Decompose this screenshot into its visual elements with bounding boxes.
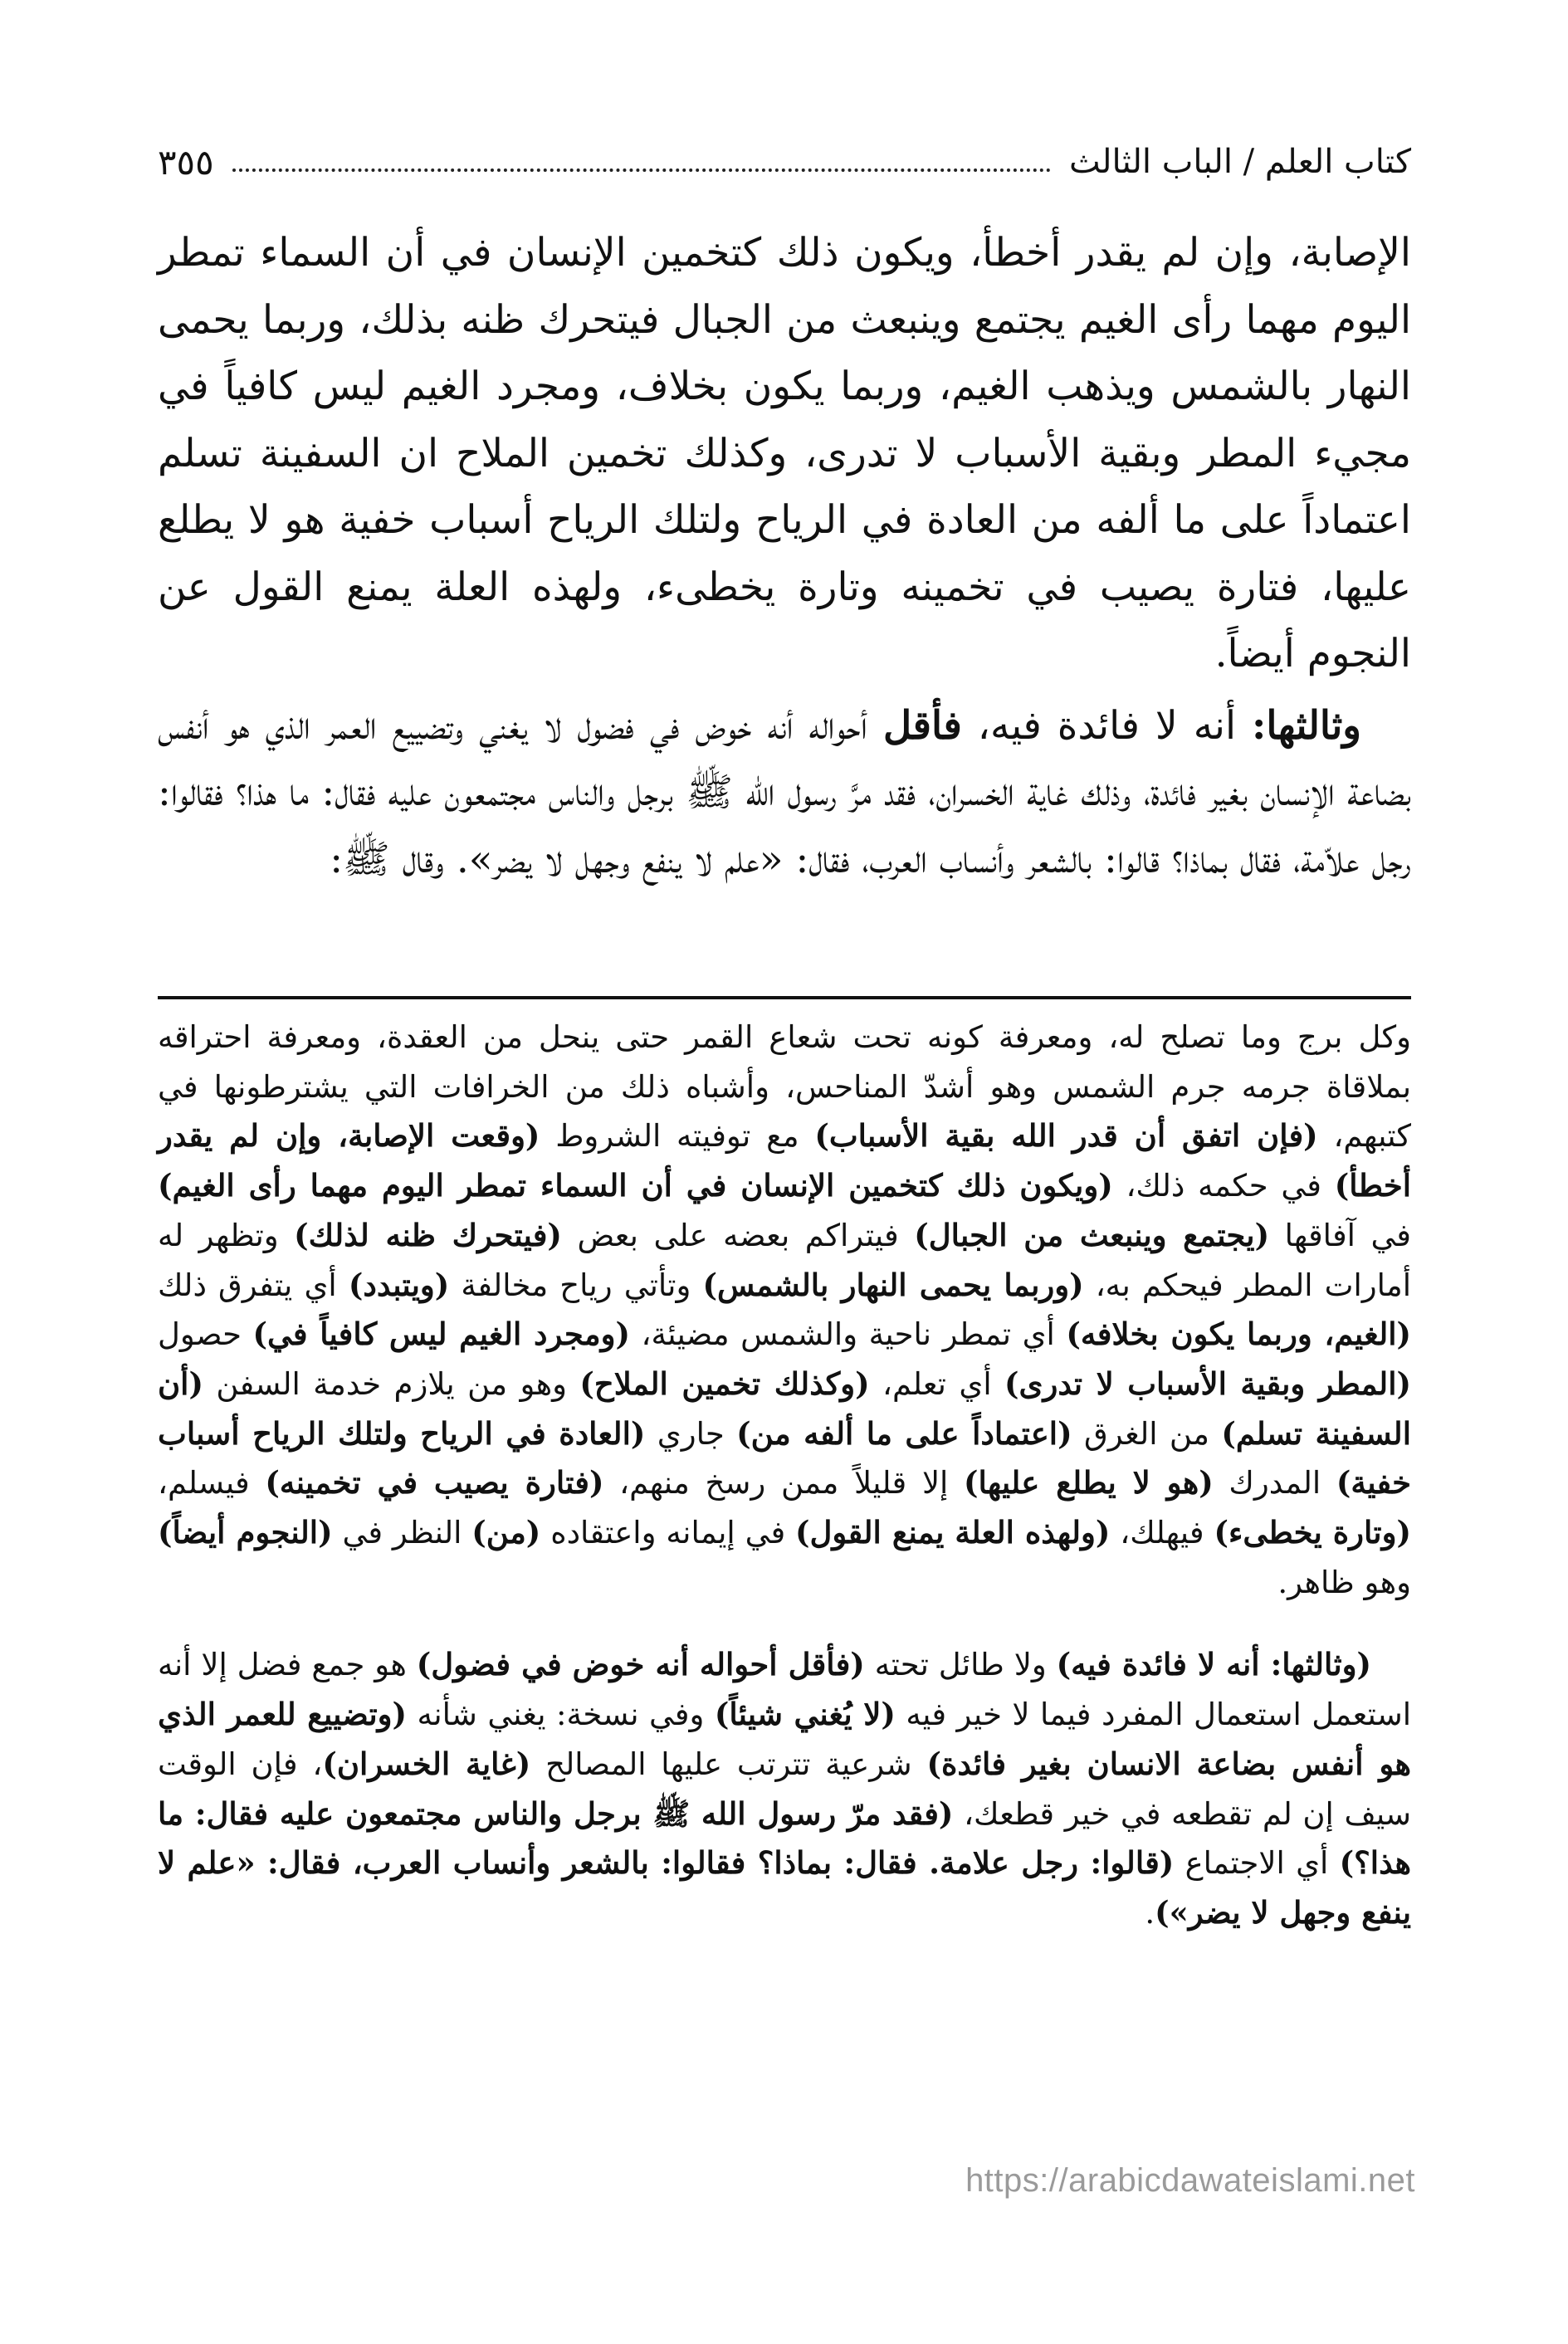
footnote-divider	[158, 996, 1411, 999]
commentary-paragraph-1	[158, 1013, 1411, 1607]
commentary-quote-segment: (فأقل أحواله أنه خوض في فضول)	[416, 1646, 865, 1683]
commentary-quote-segment: (فتارة يصيب في تخمينه)	[265, 1464, 604, 1502]
commentary-quote-segment: (المطر وبقية الأسباب لا تدرى)	[1004, 1365, 1411, 1402]
commentary-quote-segment: (ومجرد الغيم ليس كافياً في)	[252, 1316, 630, 1353]
commentary-text-segment: وتظهر له أمارات المطر فيحكم به،	[158, 1217, 1412, 1303]
commentary-text-segment: وهو من يلازم خدمة السفن	[203, 1365, 580, 1402]
commentary-quote-segment: (غاية الخسران)	[322, 1745, 531, 1782]
main-paragraph-1: الإصابة، وإن لم يقدر أخطأ، ويكون ذلك كتخمين الإنسان في أن السماء تمطر اليوم مهما رأى الغيم يجتمع وينبعث من الجبال فيتحرك ظنه بذلك، وربما يحمى النهار بالشمس ويذهب الغيم، وربما يكون بخلاف، ومجرد الغيم ليس كافياً في مجيء المطر وبقية الأسباب لا تدرى، وكذلك تخمين الملاح ان السفينة تسلم اعتماداً على ما ألفه من العادة في الرياح ولتلك الرياح أسباب خفية هو لا يطلع عليها، فتارة يصيب في تخمينه وتارة يخطىء، ولهذه العلة يمنع القول عن النجوم أيضاً.	[158, 230, 1411, 676]
commentary-text-segment: المدرك	[1213, 1465, 1336, 1502]
commentary-text-segment: إلا قليلاً ممن رسخ منهم،	[603, 1465, 965, 1502]
commentary-quote-segment: (من)	[471, 1514, 541, 1551]
commentary-quote-segment: (ويتبدد)	[348, 1266, 450, 1303]
commentary-text-segment: ، فإن الوقت سيف إن لم تقطعه في خير قطعك،	[158, 1746, 1411, 1832]
commentary-text-segment: وفي نسخة: يغني شأنه	[407, 1697, 715, 1733]
commentary-quote-segment: (ولهذه العلة يمنع القول)	[795, 1514, 1111, 1551]
commentary-text-segment: النظر في	[332, 1515, 472, 1551]
commentary-quote-segment: (فإن اتفق أن قدر الله بقية الأسباب)	[814, 1117, 1318, 1155]
commentary-quote-segment: (قالوا: رجل علامة. فقال: بماذا؟ فقالوا: بالشعر وأنساب العرب، فقال: «علم لا ينفع وجهل لا يضر»)	[158, 1844, 1411, 1931]
commentary-quote-segment: (الغيم، وربما يكون بخلافه)	[1066, 1316, 1412, 1353]
commentary-quote-segment: (وتارة يخطىء)	[1214, 1514, 1411, 1551]
commentary-text-segment: وهو ظاهر.	[1277, 1564, 1411, 1600]
commentary-quote-segment: (وتضييع للعمر الذي هو أنفس بضاعة الانسان بغير فائدة)	[158, 1696, 1411, 1782]
commentary-quote-segment: (ويكون ذلك كتخمين الإنسان في أن السماء تمطر اليوم مهما رأى الغيم)	[158, 1167, 1113, 1204]
commentary-quote-segment: (فيتحرك ظنه لذلك)	[294, 1216, 562, 1253]
commentary-text-segment: أي يتفرق ذلك	[158, 1267, 349, 1303]
commentary-text-segment: وكل برج وما تصلح له، ومعرفة كونه تحت شعاع القمر حتى ينحل من العقدة، ومعرفة احتراقه بملاقاة جرمه جرم الشمس وهو أشدّ المناحس، وأشباه ذلك من الخرافات التي يشترطونها في كتبهم،	[158, 1019, 1412, 1155]
commentary-text-segment: هو جمع فضل إلا أنه استعمل استعمال المفرد فيما لا خير فيه	[158, 1647, 1411, 1733]
commentary-quote-segment: (النجوم أيضاً)	[158, 1514, 333, 1551]
commentary-quote-segment: (فقد مرّ رسول الله ﷺ برجل والناس مجتمعون عليه فقال: ما هذا؟)	[158, 1795, 1411, 1882]
main-text-1: أنه لا فائدة فيه،	[961, 702, 1253, 749]
commentary-text-segment: .	[1145, 1894, 1155, 1931]
commentary-quote-segment: (اعتماداً على ما ألفه من)	[736, 1414, 1072, 1452]
commentary-text-segment: شرعية تترتب عليها المصالح	[530, 1746, 927, 1782]
main-text	[158, 220, 1411, 893]
commentary-paragraph-2	[158, 1640, 1411, 1937]
commentary-quote-segment: (وثالثها: أنه لا فائدة فيه)	[1056, 1646, 1371, 1683]
running-header	[158, 133, 1411, 191]
commentary-text-segment: فيسلم،	[158, 1465, 266, 1502]
header-title: كتاب العلم / الباب الثالث	[1069, 143, 1411, 181]
main-bold-1: وثالثها:	[1252, 702, 1361, 749]
commentary-text-segment: في آفاقها	[1269, 1217, 1411, 1253]
commentary-text-segment: في حكمه ذلك،	[1112, 1168, 1335, 1204]
commentary-text-segment: فيتراكم بعضه على بعض	[561, 1217, 915, 1253]
commentary-text-segment: وتأتي رياح مخالفة	[449, 1267, 703, 1303]
main-text-2: أحواله أنه خوض في فضول لا يغني وتضييع العمر الذي هو أنفس بضاعة الإنسان بغير فائدة، وذلك غاية الخسران، فقد مرَّ رسول الله ﷺ برجل والناس مجتمعون عليه فقال: ما هذا؟ فقالوا: رجل علاّمة، فقال بماذا؟ قالوا: بالشعر وأنساب العرب، فقال: «علم لا ينفع وجهل لا يضر». وقال ﷺ:	[158, 702, 1411, 882]
commentary-text-segment: ولا طائل تحته	[864, 1647, 1057, 1683]
commentary-quote-segment: (لا يُغني شيئاً)	[714, 1696, 896, 1733]
commentary-text-segment: من الغرق	[1072, 1415, 1222, 1452]
commentary-text-segment: في إيمانه واعتقاده	[540, 1515, 796, 1551]
commentary-text-segment: أي تعلم،	[869, 1365, 1005, 1402]
main-bold-2: فأقل	[882, 702, 962, 749]
commentary-text-segment: جاري	[645, 1415, 737, 1452]
commentary-quote-segment: (يجتمع وينبعث من الجبال)	[914, 1216, 1270, 1253]
commentary-quote-segment: (وربما يحمى النهار بالشمس)	[702, 1266, 1084, 1303]
commentary-text-segment: فيهلك،	[1110, 1515, 1214, 1551]
site-watermark: https://arabicdawateislami.net	[965, 2162, 1415, 2199]
commentary-text-segment: حصول	[158, 1316, 253, 1353]
commentary-text-segment: أي تمطر ناحية والشمس مضيئة،	[629, 1316, 1067, 1353]
page-number: ٣٥٥	[158, 141, 214, 183]
main-paragraph-2	[158, 693, 1411, 894]
commentary-text-segment: أي الاجتماع	[1174, 1845, 1340, 1882]
commentary-text-segment: مع توفيته الشروط	[540, 1118, 815, 1155]
header-dot-leader	[232, 168, 1051, 172]
commentary-notes	[158, 1013, 1411, 1938]
commentary-quote-segment: (وقعت الإصابة، وإن لم يقدر أخطأ)	[158, 1117, 1411, 1204]
commentary-quote-segment: (هو لا يطلع عليها)	[964, 1464, 1214, 1502]
commentary-quote-segment: (العادة في الرياح ولتلك الرياح أسباب خفية)	[158, 1414, 1411, 1502]
commentary-quote-segment: (وكذلك تخمين الملاح)	[579, 1365, 870, 1402]
commentary-quote-segment: (أن السفينة تسلم)	[158, 1365, 1411, 1452]
